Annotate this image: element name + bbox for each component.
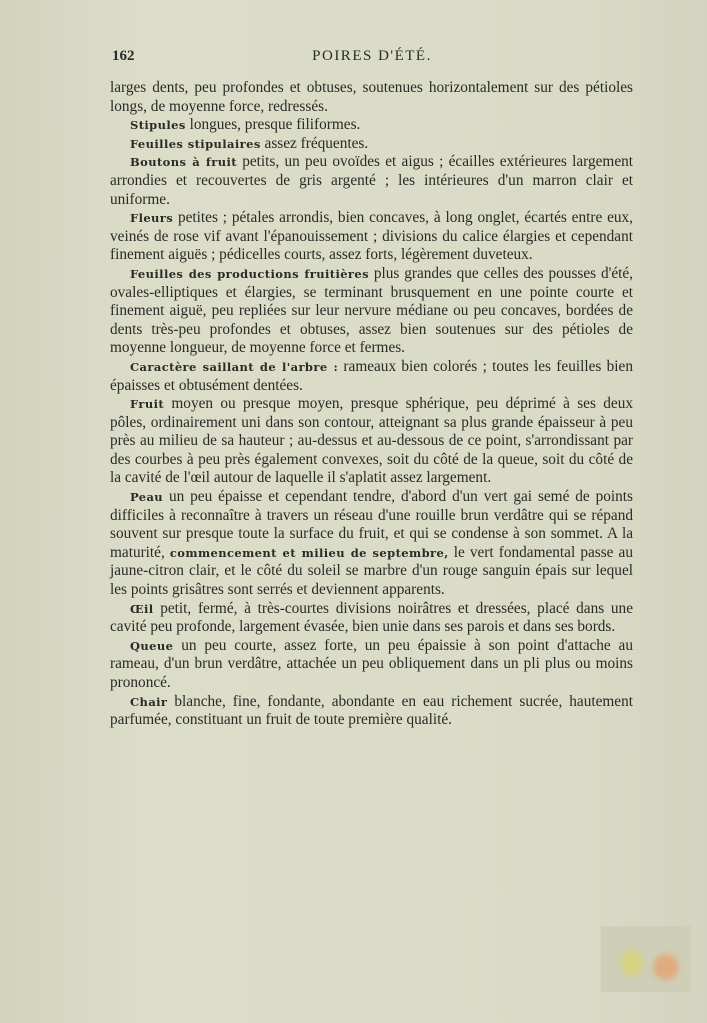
paragraph-text: un peu épaisse et cependant tendre, d'abord d'un vert gai semé de points difficiles à reconnaître à travers un réseau d'une rouille brun verdâtre qui se répand souvent sur presque toute la surface du fruit, et qui se condense à son sommet. A la maturité, xyxy=(110,488,633,561)
paragraph-lead: Fleurs xyxy=(130,211,174,226)
page-header xyxy=(112,48,632,68)
fruit-watermark-image xyxy=(601,926,691,992)
paragraph-lead: Feuilles stipulaires xyxy=(130,136,261,151)
page-number: 162 xyxy=(112,48,135,64)
continuation-paragraph: larges dents, peu profondes et obtuses, soutenues horizontalement sur des pétioles longs, de moyenne force, redressés. xyxy=(110,79,633,115)
paragraph-lead: Peau xyxy=(130,490,164,505)
paragraph-text: petit, fermé, à très-courtes divisions noirâtres et dressées, placé dans une cavité peu profonde, largement évasée, bien unie dans ses parois et dans ses bords. xyxy=(110,599,633,636)
paragraph-oeil xyxy=(110,600,633,637)
page-body xyxy=(110,79,633,730)
paragraph-boutons xyxy=(110,153,633,209)
paragraph-text: petits, un peu ovoïdes et aigus ; écailles extérieures largement arrondies et recouvertes de gris argenté ; les intérieures d'un marron clair et uniforme. xyxy=(110,153,634,208)
paragraph-lead: Fruit xyxy=(130,397,165,412)
paragraph-peau xyxy=(110,488,633,600)
paragraph-text: blanche, fine, fondante, abondante en eau richement sucrée, hautement parfumée, constituant un fruit de toute première qualité. xyxy=(110,692,633,729)
paragraph-fruit xyxy=(110,395,633,488)
paragraph-fleurs xyxy=(110,209,633,265)
paragraph-text: rameaux bien colorés ; toutes les feuilles bien épaisses et obtusément dentées. xyxy=(110,357,633,394)
paragraph-text: un peu courte, assez forte, un peu épaissie à son point d'attache au rameau, d'un brun verdâtre, attachée un peu obliquement dans un pli plus ou moins prononcé. xyxy=(110,636,633,691)
pear-icon xyxy=(621,950,643,976)
paragraph-text: longues, presque filiformes. xyxy=(185,116,361,134)
paragraph-lead: Boutons à fruit xyxy=(130,155,237,170)
paragraph-text: assez fréquentes. xyxy=(260,134,369,152)
ripening-period: commencement et milieu de septembre, xyxy=(169,545,449,560)
apple-icon xyxy=(653,954,679,980)
paragraph-lead: Œil xyxy=(130,601,154,616)
paragraph-text: petites ; pétales arrondis, bien concaves, à long onglet, écartés entre eux, veinés de rose vif avant l'épanouissement ; divisions du calice élargies et cependant finement aiguës ; pédicelles courts, assez forts, légèrement duveteux. xyxy=(110,209,633,264)
paragraph-lead: Chair xyxy=(130,694,168,709)
paragraph-chair xyxy=(110,693,633,730)
paragraph-lead: Feuilles des productions fruitières xyxy=(130,266,369,281)
running-title: POIRES D'ÉTÉ. xyxy=(312,48,432,64)
paragraph-lead: Caractère saillant de l'arbre : xyxy=(130,359,339,374)
paragraph-feuilles-productions xyxy=(110,265,633,358)
paragraph-caractere xyxy=(110,358,633,395)
paragraph-text-continued: le vert fondamental passe au jaune-citron clair, et le côté du soleil se marbre d'un rouge sanguin épais sur lequel les points grisâtres sont serrés et deviennent apparents. xyxy=(110,543,633,599)
paragraph-feuilles-stipulaires xyxy=(110,135,633,154)
paragraph-text: plus grandes que celles des pousses d'été, ovales-elliptiques et élargies, se terminant brusquement en une pointe courte et finement aiguë, peu repliées sur leur nervure médiane ou peu concaves, bordées de dents très-peu profondes et obtuses, assez bien soutenues sur des pétioles de moyenne longueur, de moyenne force et fermes. xyxy=(110,264,633,357)
paragraph-text: moyen ou presque moyen, presque sphérique, peu déprimé à ses deux pôles, ordinairement uni dans son contour, atteignant sa plus grande épaisseur à peu près au milieu de sa hauteur ; au-dessus et au-dessous de ce point, s'arrondissant par des courbes à peu près également convexes, soit du côté de la queue, soit du côté de la cavité de l'œil autour de laquelle il s'aplatit assez largement. xyxy=(110,395,633,487)
paragraph-lead: Queue xyxy=(130,638,174,653)
paragraph-stipules xyxy=(110,116,633,135)
paragraph-lead: Stipules xyxy=(130,118,186,133)
paragraph-queue xyxy=(110,637,633,693)
